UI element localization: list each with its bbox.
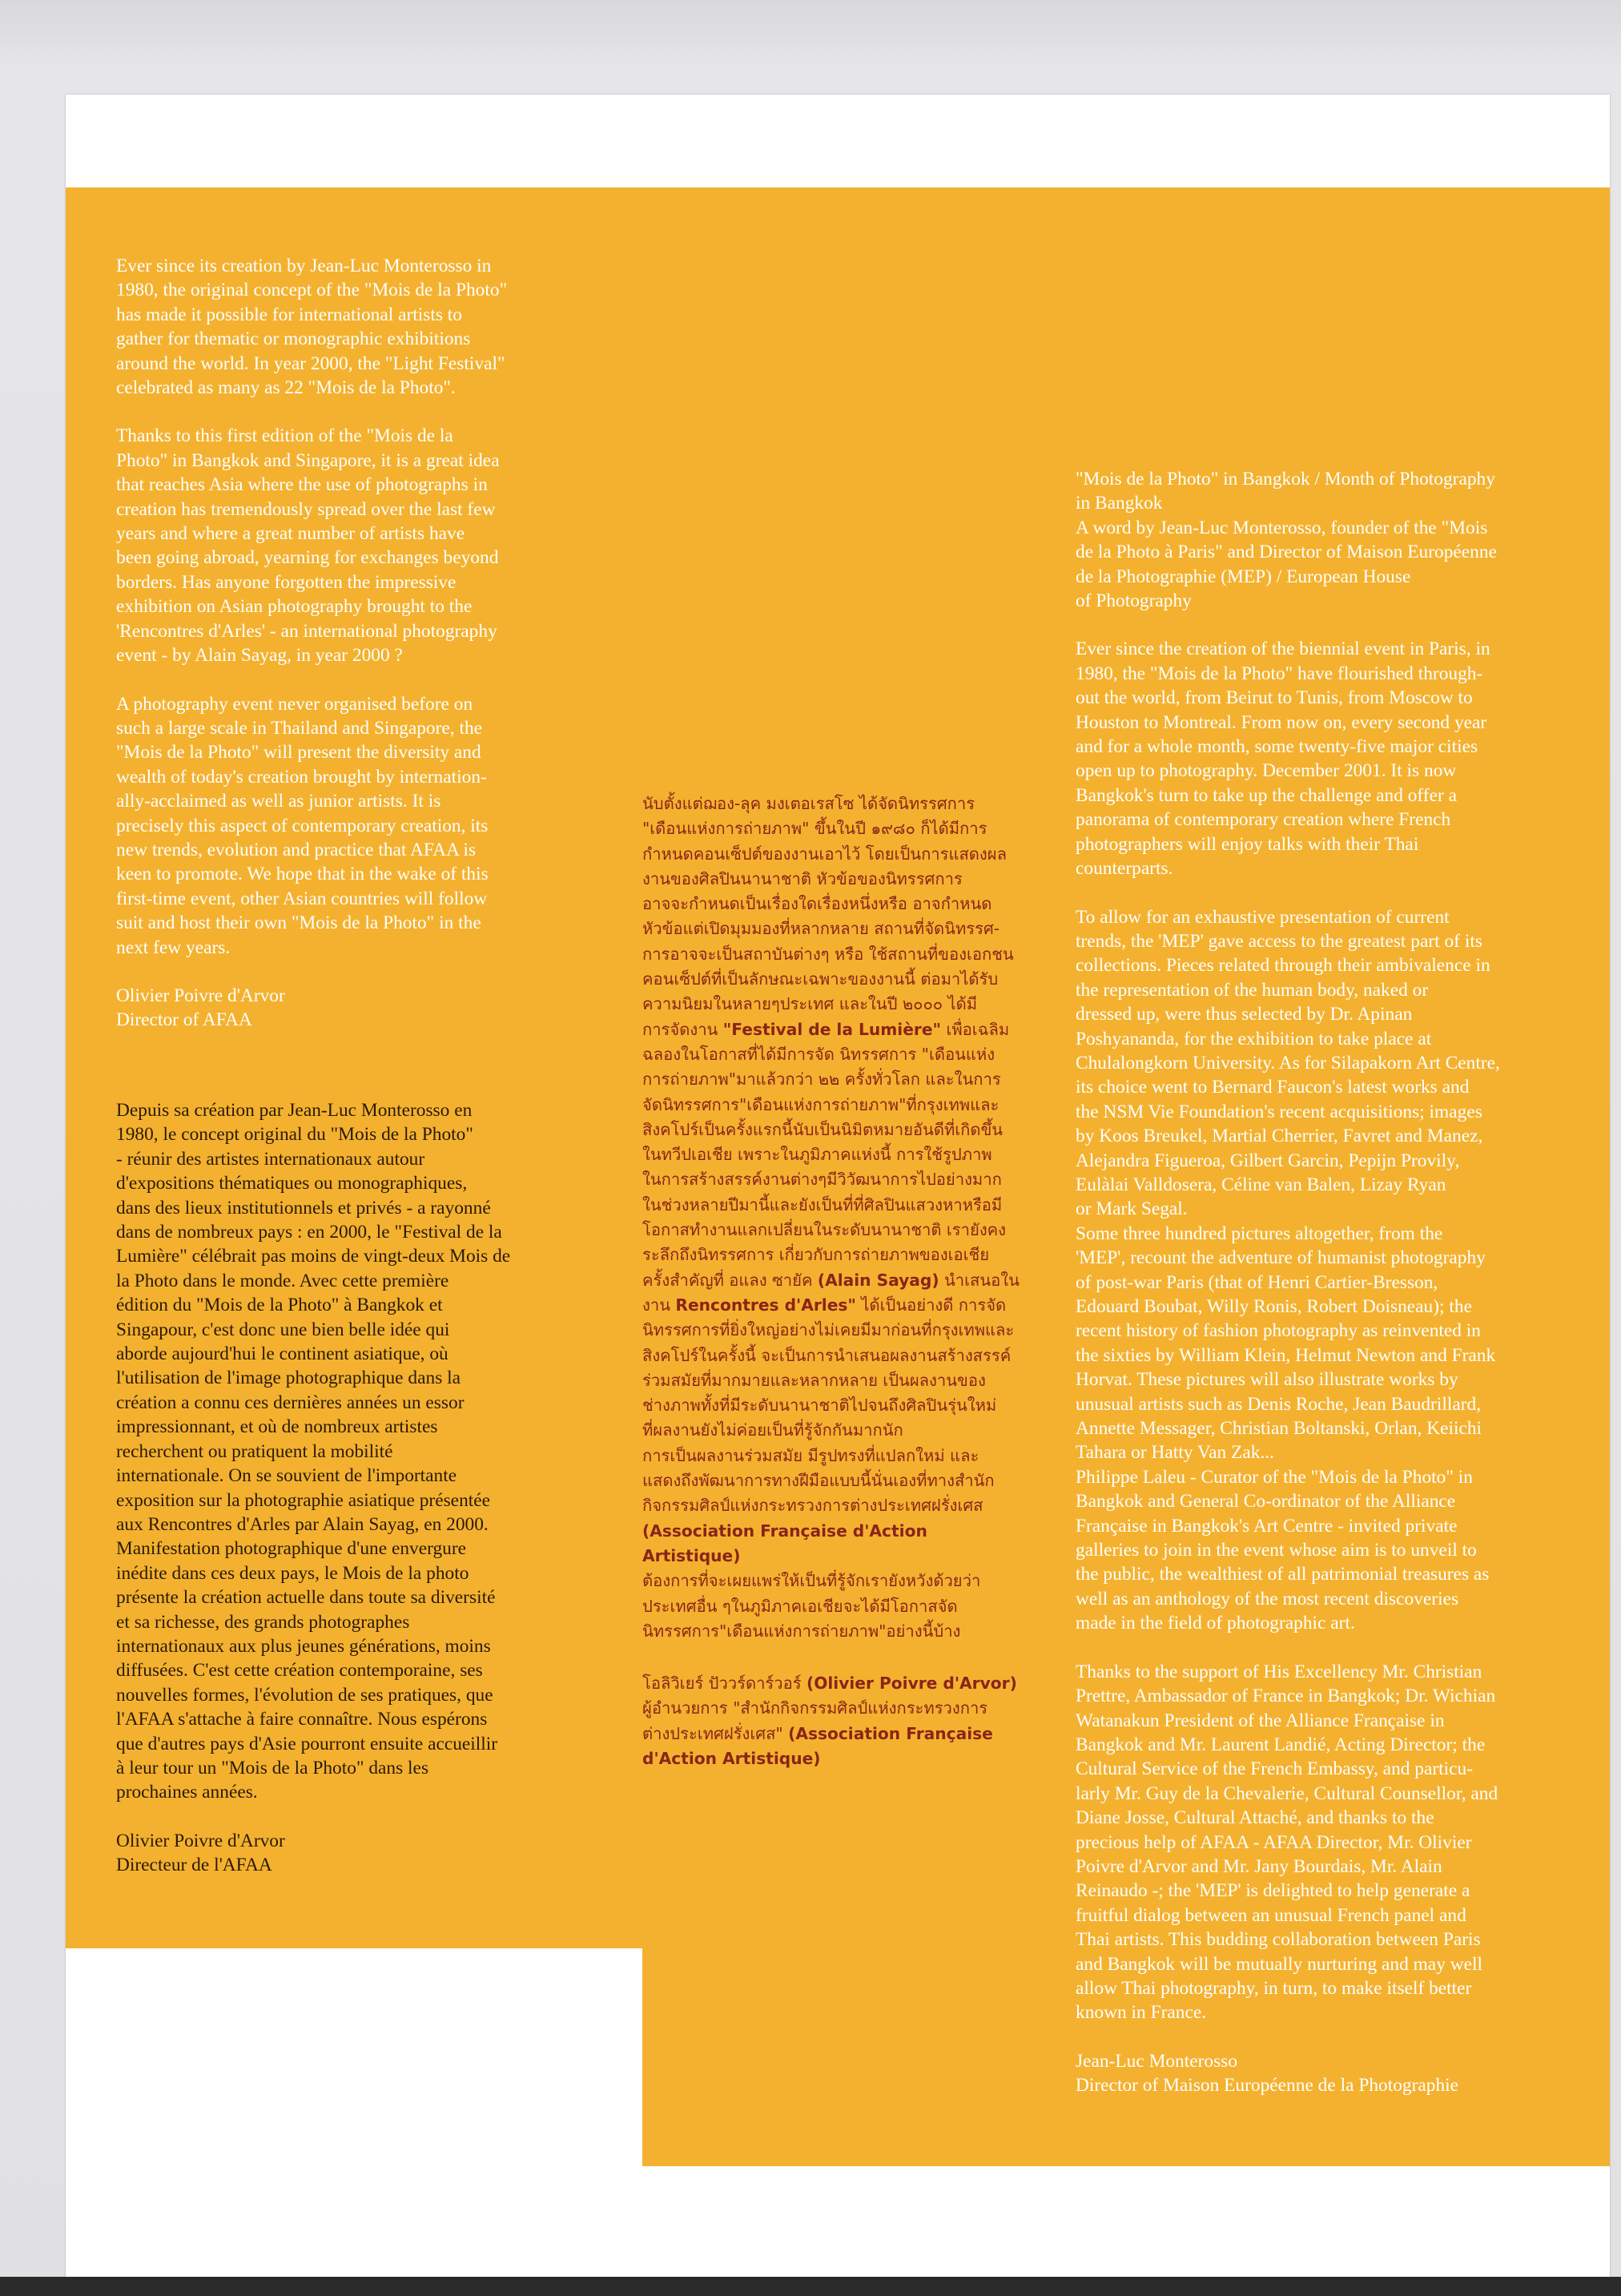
thai-signature <box>642 1671 1027 1771</box>
english-intro-signature: Olivier Poivre d'Arvor Director of AFAA <box>116 985 285 1031</box>
thai-alain-sayag: (Alain Sayag) <box>817 1270 939 1290</box>
english-intro-para-2: Thanks to this first edition of the "Mois de la Photo" in Bangkok and Singapore, it is a great idea that reaches Asia where the use of photographs in creation has tremendously spread over the last few years and where a great number of artists have been going abroad, yearning for exchanges beyond borders. Has anyone forgotten the impressive exhibition on Asian photography brought to the 'Rencontres d'Arles' - an international photography event - by Alain Sayag, in year 2000 ? <box>116 425 500 667</box>
monterosso-para-1: Ever since the creation of the biennial event in Paris, in 1980, the "Mois de la Photo" have flourished through- out the world, from Beirut to Tunis, from Moscow to Houston to Montreal. From now on, every second year and for a whole month, some twenty-five major cities open up to photography. December 2001. It is now Bangkok's turn to take up the challenge and offer a panorama of contemporary creation where French photographers will enjoy talks with their Thai counterparts. <box>1076 638 1490 880</box>
french-intro-signature: Olivier Poivre d'Arvor Directeur de l'AFAA <box>116 1830 285 1876</box>
thai-text-segment: นับตั้งแต่ฌอง-ลุค มงเตอเรสโซ ได้จัดนิทรรศการ "เดือนแห่งการถ่ายภาพ" ขึ้นในปี ๑๙๘๐ ก็ได้มีการ กำหนดคอนเซ็ปต์ของงานเอาไว้ โดยเป็นการแสดงผล งานของศิลปินนานาชาติ หัวข้อของนิทรรศการ อาจจะกำหนดเป็นเรื่องใดเรื่องหนึ่งหรือ อาจกำหนด หัวข้อแต่เปิดมุมมองที่หลากหลาย สถานที่จัดนิทรรศ- การอาจจะเป็นสถาบันต่างๆ หรือ ใช้สถานที่ของเอกชน คอนเซ็ปต์ที่เป็นลักษณะเฉพาะของงานนี้ ต่อมาได้รับ ความนิยมในหลายๆประเทศ และในปี ๒๐๐๐ ได้มี การจัดงาน <box>642 794 1014 1039</box>
monterosso-text <box>1076 467 1600 2098</box>
monterosso-signature: Jean-Luc Monterosso Director of Maison Européenne de la Photographie <box>1076 2050 1459 2097</box>
english-intro <box>116 254 629 1033</box>
thai-rencontres-arles: Rencontres d'Arles" <box>675 1295 856 1315</box>
thai-intro <box>642 792 1027 1771</box>
thai-afaa-name: (Association Française d'Action Artistique) <box>642 1521 927 1565</box>
french-intro-body: Depuis sa création par Jean-Luc Monterosso en 1980, le concept original du "Mois de la Photo" - réunir des artistes internationaux autour d'expositions thématiques ou monographiques, dans des lieux institutionnels et privés - a rayonné dans de nombreux pays : en 2000, le "Festival de la Lumière" célébrait pas moins de vingt-deux Mois de la Photo dans le monde. Avec cette première édition du "Mois de la Photo" à Bangkok et Singapour, c'est donc une bien belle idée qui aborde aujourd'hui le continent asiatique, où l'utilisation de l'image photographique dans la création a connu ces dernières années un essor impressionnant, et où de nombreux artistes recherchent ou pratiquent la mobilité internationale. On se souvient de l'importante exposition sur la photographie asiatique présentée aux Rencontres d'Arles par Alain Sayag, en 2000. Manifestation photographique d'une envergure inédite dans ces deux pays, le Mois de la photo présente la création actuelle dans toute sa diversité et sa richesse, des grands photographes internationaux aux plus jeunes générations, moins diffusées. C'est cette création contemporaine, ses nouvelles formes, l'évolution de ses pratiques, que l'AFAA s'attache à faire connaître. Nous espérons que d'autres pays d'Asie pourront ensuite accueillir à leur tour un "Mois de la Photo" dans les prochaines années. <box>116 1100 511 1803</box>
thai-signature-name-thai: โอลิวิเยร์ ปัววร์ดาร์วอร์ <box>642 1674 806 1694</box>
monterosso-para-2: To allow for an exhaustive presentation of current trends, the 'MEP' gave access to the greatest part of its collections. Pieces related through their ambivalence in the representation of the human body, naked or dressed up, were thus selected by Dr. Apinan Poshyananda, for the exhibition to take place at Chulalongkorn University. As for Silapakorn Art Centre, its choice went to Bernard Faucon's latest works and the NSM Vie Foundation's recent acquisitions; images by Koos Breukel, Martial Cherrier, Favret and Manez, Alejandra Figueroa, Gilbert Garcin, Pepijn Provily, Eulàlai Valldosera, Céline van Balen, Lizay Ryan or Mark Segal. Some three hundred pictures altogether, from the 'MEP', recount the adventure of humanist photography of post-war Paris (that of Henri Cartier-Bresson, Edouard Boubat, Willy Ronis, Robert Doisneau); the recent history of fashion photography as reinvented in the sixties by William Klein, Helmut Newton and Frank Horvat. These pictures will also illustrate works by unusual artists such as Denis Roche, Jean Baudrillard, Annette Messager, Christian Boltanski, Orlan, Keiichi Tahara or Hatty Van Zak... Philippe Laleu - Curator of the "Mois de la Photo" in Bangkok and General Co-ordinator of the Alliance Française in Bangkok's Art Centre - invited private galleries to join in the event whose aim is to unveil to the public, the wealthiest of all patrimonial treasures as well as an anthology of the most recent discoveries made in the field of photographic art. <box>1076 906 1500 1634</box>
thai-spacer <box>642 1644 1027 1671</box>
thai-signature-org: (Association Française d'Action Artistique) <box>642 1723 993 1768</box>
thai-festival-name: "Festival de la Lumière" <box>722 1019 942 1039</box>
monterosso-heading: "Mois de la Photo" in Bangkok / Month of Photography in Bangkok A word by Jean-Luc Monterosso, founder of the "Mois de la Photo à Paris" and Director of Maison Européenne de la Photographie (MEP) / European House of Photography <box>1076 469 1497 612</box>
english-intro-para-1: Ever since its creation by Jean-Luc Monterosso in 1980, the original concept of the "Mois de la Photo" has made it possible for international artists to gather for thematic or monographic exhibitions around the world. In year 2000, the "Light Festival" celebrated as many as 22 "Mois de la Photo". <box>116 256 508 399</box>
thai-signature-name: (Olivier Poivre d'Arvor) <box>806 1674 1017 1694</box>
thai-text-segment: ต้องการที่จะเผยแพร่ให้เป็นที่รู้จักเรายังหวังด้วยว่า ประเทศอื่น ๆในภูมิภาคเอเชียจะได้มีโอกาสจัด นิทรรศการ"เดือนแห่งการถ่ายภาพ"อย่างนี้บ้าง <box>642 1571 981 1641</box>
monterosso-para-3: Thanks to the support of His Excellency Mr. Christian Prettre, Ambassador of France in Bangkok; Dr. Wichian Watanakun President of the Alliance Française in Bangkok and Mr. Laurent Landié, Acting Director; the Cultural Service of the French Embassy, and particu- larly Mr. Guy de la Chevalerie, Cultural Counsellor, and Diane Josse, Cultural Attaché, and thanks to the precious help of AFAA - AFAA Director, Mr. Olivier Poivre d'Arvor and Mr. Jany Bourdais, Mr. Alain Reinaudo -; the 'MEP' is delighted to help generate a fruitful dialog between an unusual French panel and Thai artists. This budding collaboration between Paris and Bangkok will be mutually nurturing and may well allow Thai photography, in turn, to make itself better known in France. <box>1076 1661 1498 2024</box>
english-intro-para-3: A photography event never organised before on such a large scale in Thailand and Singapore, the "Mois de la Photo" will present the diversity and wealth of today's creation brought by internation- ally-acclaimed as well as junior artists. It is precisely this aspect of contemporary creation, its new trends, evolution and practice that AFAA is keen to promote. We hope that in the wake of this first-time event, other Asian countries will follow suit and host their own "Mois de la Photo" in the next few years. <box>116 693 489 958</box>
thai-text-segment: ได้เป็นอย่างดี การจัด นิทรรศการที่ยิ่งใหญ่อย่างไม่เคยมีมาก่อนที่กรุงเทพและ สิงคโปร์ในครั้งนี้ จะเป็นการนำเสนอผลงานสร้างสรรค์ ร่วมสมัยที่มากมายและหลากหลาย เป็นผลงานของ ช่างภาพทั้งที่มีระดับนานาชาติไปจนถึงศิลปินรุ่นใหม่ ที่ผลงานยังไม่ค่อยเป็นที่รู้จักกันมากนัก การเป็นผลงานร่วมสมัย มีรูปทรงที่แปลกใหม่ และ แสดงถึงพัฒนาการทางฝีมือแบบนี้นั่นเองที่ทางสำนัก กิจกรรมศิลป์แห่งกระทรวงการต่างประเทศฝรั่งเศส <box>642 1295 1015 1516</box>
scanner-edge <box>0 2277 1621 2296</box>
thai-text-segment: เพื่อเฉลิม ฉลองในโอกาสที่ได้มีการจัด นิทรรศการ "เดือนแห่ง การถ่ายภาพ"มาแล้วกว่า ๒๒ ครั้งทั่วโลก และในการ จัดนิทรรศการ"เดือนแห่งการถ่ายภาพ"ที่กรุงเทพและ สิงคโปร์เป็นครั้งแรกนี้นับเป็นนิมิตหมายอันดีที่เกิดขึ้น ในทวีปเอเชีย เพราะในภูมิภาคแห่งนี้ การใช้รูปภาพ ในการสร้างสรรค์งานต่างๆมีวิวัฒนาการไปอย่างมาก ในช่วงหลายปีมานี้และยังเป็นที่ที่ศิลปินแสวงหาหรือมี โอกาสทำงานแลกเปลี่ยนในระดับนานาชาติ เรายังคง ระลึกถึงนิทรรศการ เกี่ยวกับการถ่ายภาพของเอเชีย ครั้งสำคัญที่ อแลง ซายัค <box>642 1019 1010 1290</box>
french-intro <box>116 1098 629 1878</box>
thai-intro-body <box>642 792 1027 1644</box>
thai-signature-title: ผู้อำนวยการ "สำนักกิจกรรมศิลป์แห่งกระทรวงการ ต่างประเทศฝรั่งเศส" <box>642 1698 988 1743</box>
thai-text-segment: นำเสนอใน งาน <box>642 1270 1020 1315</box>
